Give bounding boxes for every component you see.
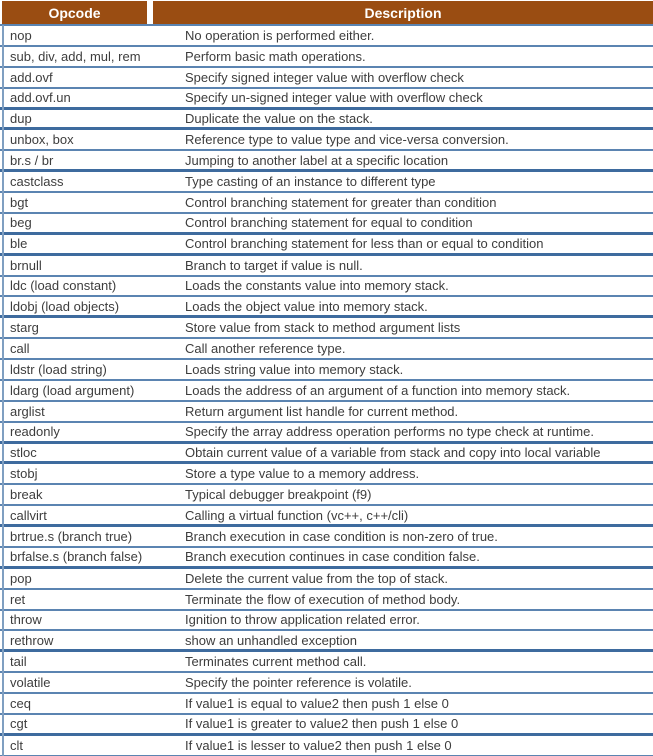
table-left-border	[2, 25, 4, 756]
description-cell: Control branching statement for equal to condition	[185, 215, 473, 231]
description-cell: Ignition to throw application related error.	[185, 612, 420, 628]
description-cell: show an unhandled exception	[185, 632, 358, 648]
opcode-cell: starg	[10, 320, 39, 336]
description-cell: Perform basic math operations.	[185, 48, 366, 64]
table-row	[0, 423, 653, 444]
opcode-cell: ldobj (load objects)	[10, 298, 120, 314]
table-row	[0, 193, 653, 214]
description-cell: No operation is performed either.	[185, 27, 375, 43]
table-row	[0, 485, 653, 506]
opcode-cell: beg	[10, 215, 32, 231]
description-cell: Specify signed integer value with overflow check	[185, 69, 464, 85]
description-cell: Store a type value to a memory address.	[185, 466, 420, 482]
table-row	[0, 631, 653, 652]
description-cell: Branch to target if value is null.	[185, 257, 363, 273]
table-row	[0, 47, 653, 68]
opcode-cell: call	[10, 341, 30, 357]
description-cell: Loads string value into memory stack.	[185, 361, 404, 377]
description-cell: Terminates current method call.	[185, 654, 367, 670]
table-row	[0, 172, 653, 193]
table-row	[0, 151, 653, 172]
table-row	[0, 277, 653, 298]
table-body	[0, 24, 653, 756]
opcode-cell: br.s / br	[10, 152, 54, 168]
table-header-row	[2, 1, 653, 24]
description-cell: Specify the pointer reference is volatile.	[185, 675, 412, 691]
opcode-table	[0, 1, 653, 756]
opcode-cell: readonly	[10, 424, 60, 440]
opcode-cell: ldarg (load argument)	[10, 382, 135, 398]
description-cell: If value1 is lesser to value2 then push 1 else 0	[185, 737, 452, 753]
opcode-column-header: Opcode	[2, 1, 147, 24]
description-cell: Loads the object value into memory stack.	[185, 298, 428, 314]
table-row	[0, 297, 653, 318]
table-row	[0, 26, 653, 47]
description-cell: Duplicate the value on the stack.	[185, 110, 373, 126]
description-cell: Return argument list handle for current method.	[185, 403, 459, 419]
description-cell: Branch execution in case condition is non-zero of true.	[185, 528, 498, 544]
table-row	[0, 318, 653, 339]
table-row	[0, 381, 653, 402]
description-cell: Terminate the flow of execution of method body.	[185, 591, 461, 607]
opcode-cell: volatile	[10, 675, 51, 691]
opcode-cell: ldstr (load string)	[10, 361, 107, 377]
description-cell: Control branching statement for greater than condition	[185, 194, 497, 210]
description-cell: Calling a virtual function (vc++, c++/cli)	[185, 507, 409, 523]
opcode-cell: add.ovf.un	[10, 90, 71, 106]
table-row	[0, 715, 653, 736]
opcode-cell: break	[10, 487, 43, 503]
description-cell: If value1 is greater to value2 then push 1 else 0	[185, 716, 459, 732]
table-row	[0, 464, 653, 485]
opcode-cell: stloc	[10, 444, 37, 460]
table-row	[0, 110, 653, 131]
description-cell: Obtain current value of a variable from stack and copy into local variable	[185, 444, 601, 460]
opcode-cell: rethrow	[10, 632, 54, 648]
table-row	[0, 569, 653, 590]
description-cell: Loads the constants value into memory stack.	[185, 278, 449, 294]
opcode-cell: tail	[10, 654, 27, 670]
table-row	[0, 590, 653, 611]
table-row	[0, 736, 653, 756]
opcode-cell: stobj	[10, 466, 38, 482]
description-cell: Loads the address of an argument of a function into memory stack.	[185, 382, 571, 398]
opcode-cell: arglist	[10, 403, 45, 419]
opcode-cell: nop	[10, 27, 32, 43]
table-row	[0, 402, 653, 423]
opcode-cell: pop	[10, 570, 32, 586]
opcode-cell: callvirt	[10, 507, 47, 523]
opcode-cell: bgt	[10, 194, 29, 210]
description-cell: Specify the array address operation performs no type check at runtime.	[185, 424, 594, 440]
description-cell: If value1 is equal to value2 then push 1 else 0	[185, 695, 449, 711]
table-row	[0, 130, 653, 151]
table-row	[0, 89, 653, 110]
opcode-cell: ret	[10, 591, 26, 607]
table-row	[0, 527, 653, 548]
table-row	[0, 611, 653, 632]
opcode-cell: ceq	[10, 695, 31, 711]
opcode-cell: ldc (load constant)	[10, 278, 117, 294]
description-cell: Typical debugger breakpoint (f9)	[185, 487, 372, 503]
opcode-cell: castclass	[10, 174, 64, 190]
table-row	[0, 214, 653, 235]
table-row	[0, 360, 653, 381]
description-cell: Type casting of an instance to different type	[185, 174, 436, 190]
description-cell: Control branching statement for less than or equal to condition	[185, 236, 544, 252]
opcode-cell: throw	[10, 612, 42, 628]
table-row	[0, 339, 653, 360]
description-cell: Store value from stack to method argument lists	[185, 320, 461, 336]
opcode-cell: unbox, box	[10, 132, 74, 148]
table-row	[0, 694, 653, 715]
table-row	[0, 235, 653, 256]
table-row	[0, 444, 653, 465]
description-cell: Jumping to another label at a specific location	[185, 152, 449, 168]
table-row	[0, 652, 653, 673]
opcode-cell: clt	[10, 737, 23, 753]
description-cell: Reference type to value type and vice-versa conversion.	[185, 132, 509, 148]
description-column-header: Description	[153, 1, 653, 24]
opcode-cell: brtrue.s (branch true)	[10, 528, 133, 544]
description-cell: Branch execution continues in case condition false.	[185, 549, 480, 565]
table-row	[0, 256, 653, 277]
opcode-cell: cgt	[10, 716, 28, 732]
opcode-cell: add.ovf	[10, 69, 53, 85]
opcode-cell: ble	[10, 236, 28, 252]
table-row	[0, 548, 653, 569]
opcode-cell: sub, div, add, mul, rem	[10, 48, 141, 64]
opcode-cell: brnull	[10, 257, 42, 273]
table-row	[0, 673, 653, 694]
opcode-cell: dup	[10, 110, 32, 126]
description-cell: Delete the current value from the top of stack.	[185, 570, 449, 586]
description-cell: Call another reference type.	[185, 341, 346, 357]
table-row	[0, 68, 653, 89]
table-row	[0, 506, 653, 527]
description-cell: Specify un-signed integer value with overflow check	[185, 90, 483, 106]
opcode-cell: brfalse.s (branch false)	[10, 549, 143, 565]
